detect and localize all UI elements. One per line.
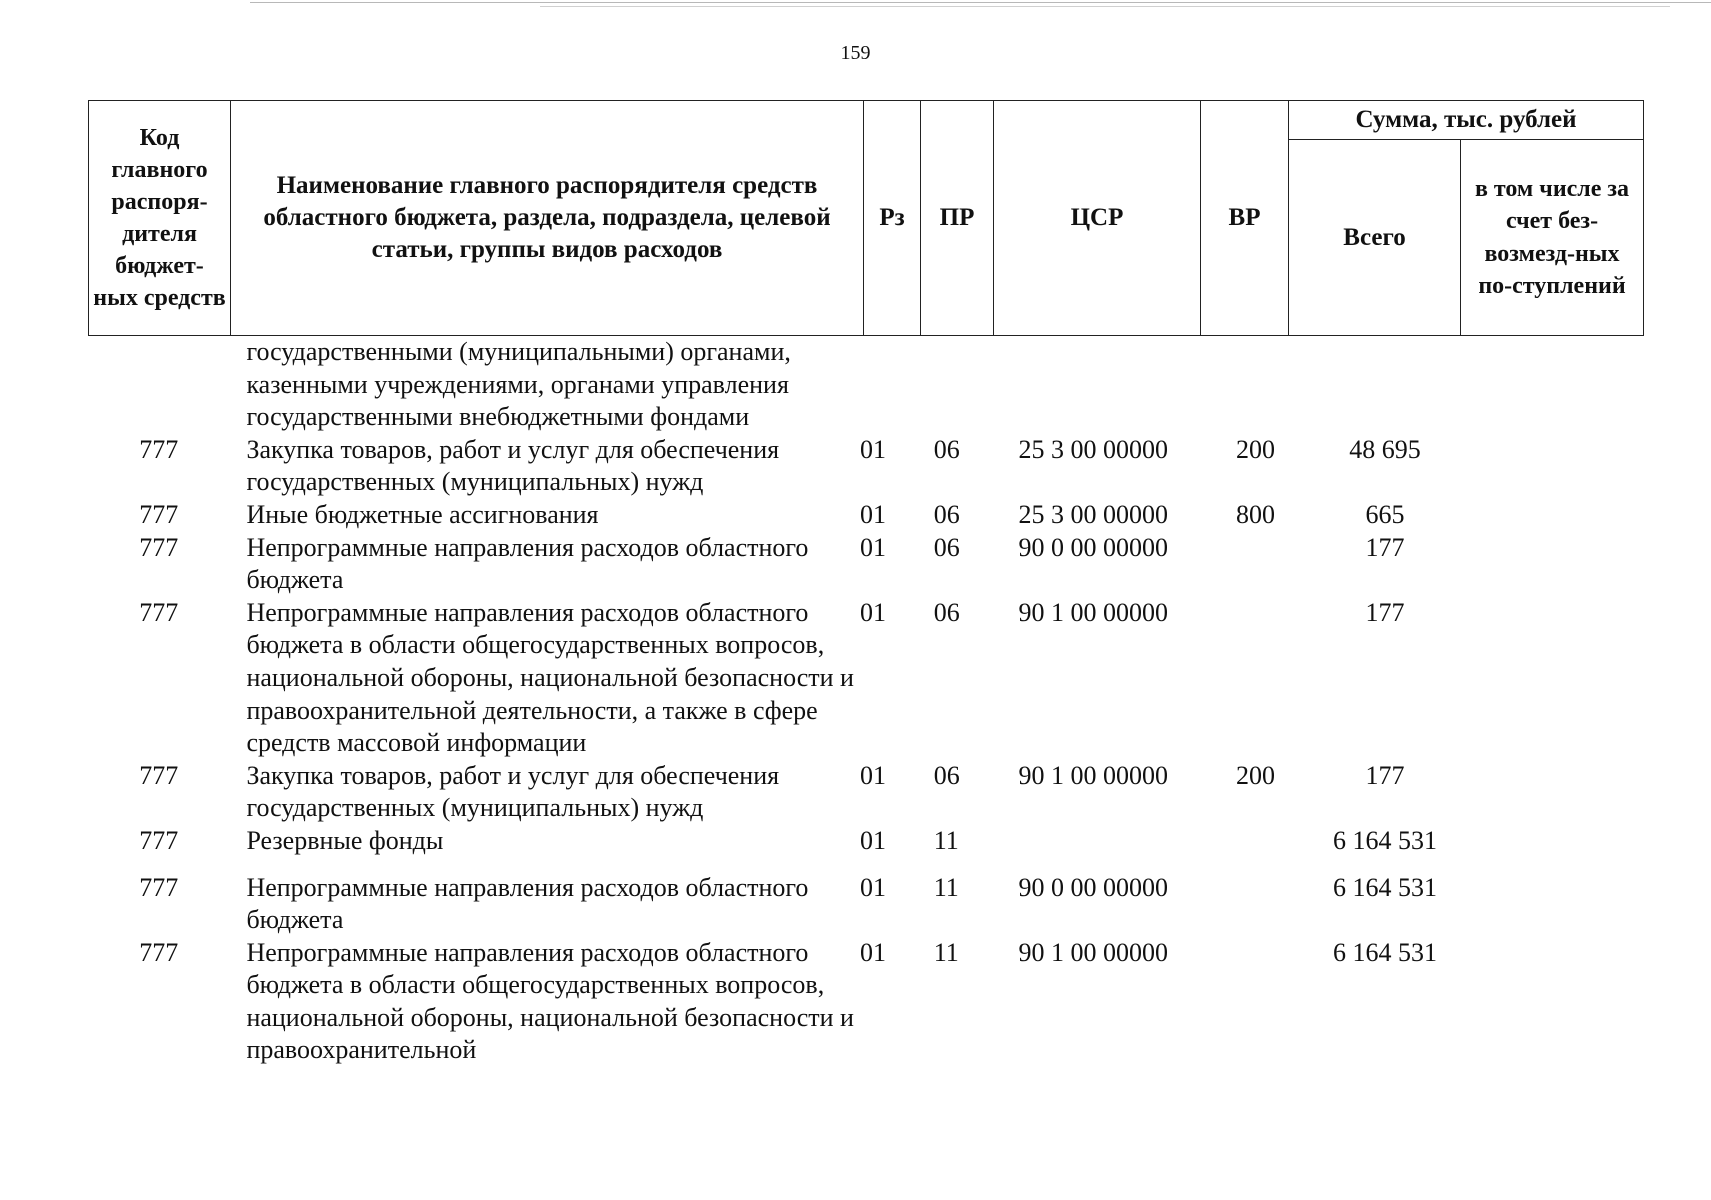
cell-code (88, 336, 229, 434)
scan-edge-line (540, 6, 1670, 7)
cell-csr (1005, 825, 1211, 858)
cell-name: Закупка товаров, работ и услуг для обеспечения государственных (муниципальных) нужд (246, 760, 780, 823)
cell-total: 177 (1365, 597, 1405, 627)
scan-edge-line (250, 2, 1711, 3)
cell-code: 777 (139, 597, 179, 627)
cell-rz: 01 (860, 597, 887, 627)
cell-csr: 90 0 00 00000 (1018, 872, 1168, 902)
cell-name: Резервные фонды (246, 825, 444, 855)
page-number: 159 (840, 42, 871, 64)
header-sum: Сумма, тыс. рублей (1289, 101, 1644, 140)
cell-pr: 06 (933, 597, 960, 627)
cell-free (1471, 499, 1643, 532)
cell-pr: 06 (933, 499, 960, 529)
cell-rz (860, 336, 934, 434)
cell-total: 177 (1365, 760, 1405, 790)
cell-vr: 200 (1236, 760, 1275, 790)
table-row (88, 336, 1643, 434)
cell-pr (934, 336, 1006, 434)
cell-free (1471, 937, 1643, 1067)
header-code: Код главного распоря-дителя бюджет-ных средств (89, 101, 231, 336)
cell-name: государственными (муниципальными) органами, казенными учреждениями, органами управления государственными внебюджетными фондами (246, 337, 791, 432)
cell-total: 177 (1365, 532, 1405, 562)
header-free: в том числе за счет без-возмезд-ных по-ступлений (1461, 140, 1644, 336)
cell-vr (1212, 872, 1300, 937)
cell-rz: 01 (860, 760, 887, 790)
cell-code: 777 (139, 825, 179, 855)
header-rz: Рз (864, 101, 921, 336)
table-row (88, 937, 1643, 1067)
cell-name: Иные бюджетные ассигнования (246, 499, 599, 529)
table-row (88, 499, 1643, 532)
cell-code: 777 (139, 760, 179, 790)
table-row (88, 597, 1643, 760)
cell-vr: 200 (1236, 434, 1275, 464)
cell-code: 777 (139, 532, 179, 562)
cell-pr: 06 (933, 434, 960, 464)
cell-name: Непрограммные направления расходов областного бюджета (246, 532, 809, 595)
cell-rz: 01 (860, 825, 887, 855)
cell-csr: 90 1 00 00000 (1018, 597, 1168, 627)
cell-free (1471, 434, 1643, 499)
cell-rz: 01 (860, 499, 887, 529)
cell-rz: 01 (860, 937, 887, 967)
cell-csr: 90 0 00 00000 (1018, 532, 1168, 562)
cell-total (1299, 336, 1470, 434)
cell-csr: 25 3 00 00000 (1018, 434, 1168, 464)
cell-rz: 01 (860, 532, 887, 562)
cell-free (1471, 760, 1643, 825)
cell-name: Непрограммные направления расходов областного бюджета (246, 872, 809, 935)
cell-vr (1212, 597, 1300, 760)
cell-name: Непрограммные направления расходов областного бюджета в области общегосударственных вопросов, национальной обороны, национальной безопасности и правоохранительной (246, 937, 854, 1065)
cell-code: 777 (139, 937, 179, 967)
cell-code: 777 (139, 434, 179, 464)
table-row (88, 872, 1643, 937)
cell-free (1471, 597, 1643, 760)
cell-total: 48 695 (1349, 434, 1421, 464)
cell-csr: 90 1 00 00000 (1018, 760, 1168, 790)
table-row (88, 760, 1643, 825)
cell-vr (1212, 336, 1300, 434)
header-csr: ЦСР (994, 101, 1201, 336)
cell-free (1471, 336, 1643, 434)
cell-total: 6 164 531 (1332, 937, 1437, 967)
cell-free (1471, 872, 1643, 937)
cell-vr: 800 (1236, 499, 1275, 529)
cell-vr (1212, 825, 1300, 858)
cell-pr: 06 (933, 760, 960, 790)
cell-rz: 01 (860, 434, 887, 464)
cell-code: 777 (139, 499, 179, 529)
cell-pr: 11 (933, 937, 959, 967)
header-pr: ПР (921, 101, 994, 336)
header-total: Всего (1289, 140, 1461, 336)
cell-code: 777 (139, 872, 179, 902)
header-vr: ВР (1201, 101, 1289, 336)
cell-free (1471, 825, 1643, 858)
table-body (88, 336, 1643, 1067)
table-row (88, 434, 1643, 499)
cell-name: Закупка товаров, работ и услуг для обеспечения государственных (муниципальных) нужд (246, 434, 780, 497)
cell-pr: 06 (933, 532, 960, 562)
cell-csr: 90 1 00 00000 (1018, 937, 1168, 967)
cell-pr: 11 (933, 825, 959, 855)
cell-total: 665 (1365, 499, 1405, 529)
cell-free (1471, 532, 1643, 597)
cell-rz: 01 (860, 872, 887, 902)
cell-pr: 11 (933, 872, 959, 902)
cell-vr (1212, 532, 1300, 597)
cell-vr (1212, 937, 1300, 1067)
cell-total: 6 164 531 (1332, 825, 1437, 855)
cell-name: Непрограммные направления расходов областного бюджета в области общегосударственных вопросов, национальной обороны, национальной безопасности и правоохранительной деятельности, а также в сфере средств массовой информации (246, 597, 854, 758)
header-name: Наименование главного распорядителя средств областного бюджета, раздела, подраздела, целевой статьи, группы видов расходов (231, 101, 864, 336)
table-row (88, 532, 1643, 597)
cell-csr (1005, 336, 1211, 434)
cell-csr: 25 3 00 00000 (1018, 499, 1168, 529)
table-row (88, 825, 1643, 858)
table-header (88, 100, 1644, 336)
cell-total: 6 164 531 (1332, 872, 1437, 902)
